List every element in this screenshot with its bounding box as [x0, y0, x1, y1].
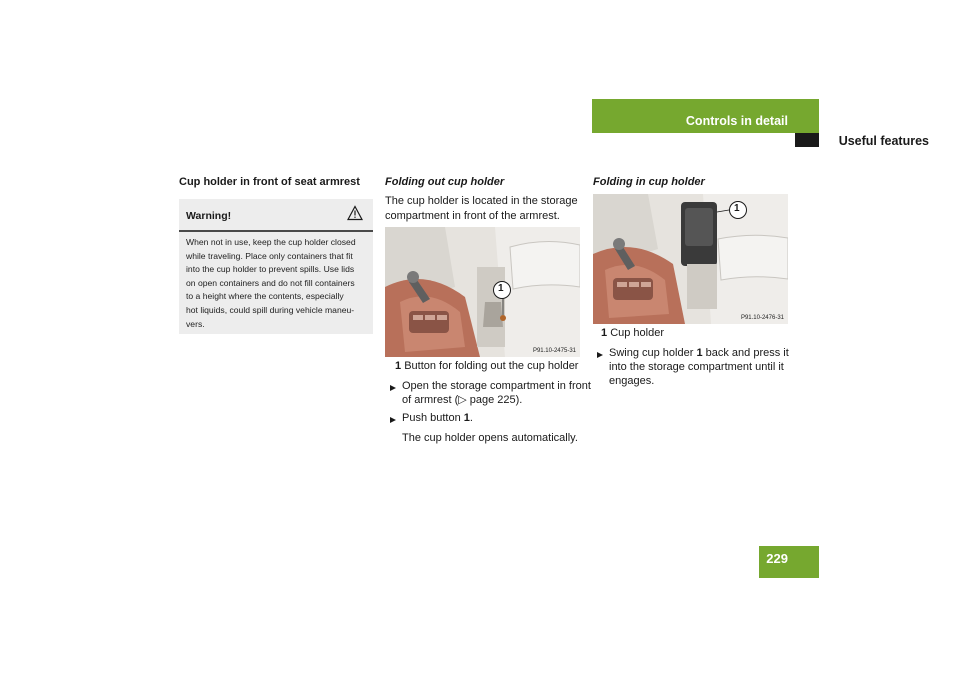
section-title: Useful features — [838, 134, 929, 148]
figure-code: P91.10-2476-31 — [740, 315, 784, 321]
bullet-arrow-icon — [389, 384, 397, 392]
figure-cup-holder — [593, 194, 788, 324]
console-illustration — [593, 194, 788, 324]
console-illustration — [385, 227, 580, 357]
legend-text: Button for folding out the cup holder — [404, 360, 579, 372]
legend-number: 1 — [601, 327, 608, 339]
chapter-header-bar — [592, 99, 819, 133]
section-heading: Cup holder in front of seat armrest — [179, 176, 360, 188]
subsection-heading: Folding in cup holder — [593, 176, 705, 188]
warning-divider — [179, 230, 373, 232]
callout-number: 1 — [734, 203, 740, 214]
figure-code: P91.10-2475-31 — [532, 348, 576, 354]
intro-line: The cup holder is located in the storage — [385, 195, 578, 207]
step-text: Swing cup holder 1 back and press it — [609, 347, 789, 359]
section-marker — [795, 133, 819, 147]
result-text: The cup holder opens automatically. — [402, 432, 578, 444]
page-number: 229 — [766, 551, 788, 566]
warning-text: When not in use, keep the cup holder closed while traveling. Place only containers that fit into the cup holder to prevent spills. Use lids on open containers and do not fill containers to a height where the contents, especially hot liquids, could spill during vehicle maneu- vers. — [186, 237, 356, 329]
warning-box — [179, 199, 373, 334]
step-text: into the storage compartment until it — [609, 361, 784, 373]
step-text: Open the storage compartment in front — [402, 380, 591, 392]
bullet-arrow-icon — [596, 351, 604, 359]
legend-text: Cup holder — [610, 327, 665, 339]
chapter-title: Controls in detail — [685, 114, 788, 128]
subsection-heading: Folding out cup holder — [385, 176, 505, 188]
warning-title: Warning! — [186, 210, 232, 222]
step-text: of armrest (▷ page 225). — [402, 394, 523, 406]
figure-button-cup-holder — [385, 227, 580, 357]
legend-item — [395, 359, 578, 374]
legend-number: 1 — [395, 360, 402, 372]
legend-item — [601, 326, 664, 341]
step-text: engages. — [609, 375, 655, 387]
callout-number: 1 — [498, 283, 504, 294]
intro-line: compartment in front of the armrest. — [385, 210, 560, 222]
step-text: Push button 1. — [402, 412, 473, 424]
bullet-arrow-icon — [389, 416, 397, 424]
page-number-tab — [759, 546, 819, 578]
warning-triangle-icon — [347, 205, 363, 221]
